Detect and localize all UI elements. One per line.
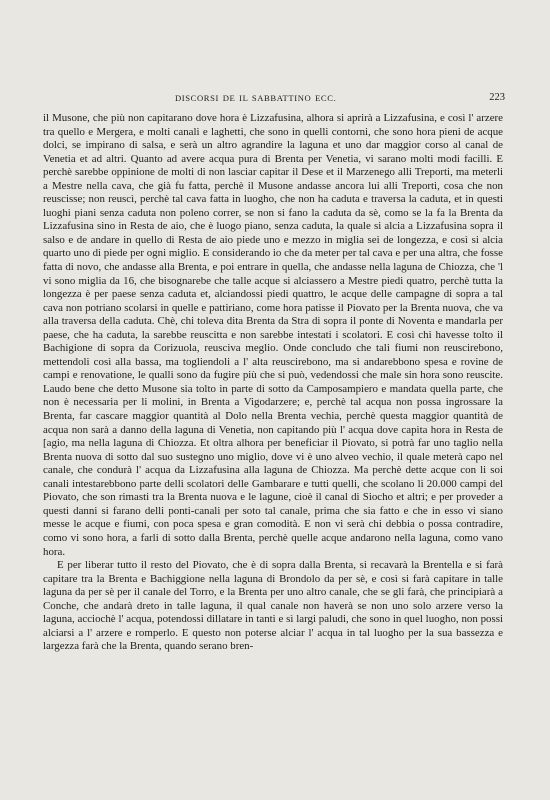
page-number: 223 [489,92,505,103]
paragraph: il Musone, che più non capitarano dove hora è Lizzafusina, alhora si aprirà a Lizzafusina, e così l' arzere tra quello e Mergera, e molti canali e laghetti, che sono in quelli contorni, che sono hora pieni de acque dolci, se impirano di salsa, e serà un altro agrandire la laguna et uno dar maggior corso al canal de Venetia et ad altri. Quanto ad avere acqua pura di Brenta per Venetia, vi sarano molti modi facilli. E perchè sarebbe oppinione de molti di non lasciar capitar il Dese et il Marzenego alli Treporti, ma meterli a Mestre nella cava, che già fu fatta, perchè il Musone andasse ancora lui alli Treporti, cosa che non reuscisse; non reuscì, perchè tal cava fatta in luogho, che non ha caduta e traversa la caduta, et in questi luoghi piani senza caduta non poleno correr, se non si fano la caduta da sè, como se la fa la Brenta da Lizzafusina sino in Resta de aio, che è luogo piano, senza caduta, la quale si alcia a Lizzafusina sopra il salso e de andare in quello di Resta de aio piede uno e mezzo in miglia sei de longezza, e così si alcia quarto uno di piede per ogni miglio. E considerando io che da meter per tal cava e per una altra, che fosse fatta di novo, che andasse alla Brenta, e poi entrare in quella, che andasse nella laguna de Chiozza, che 'l vi sono miglia da 16, che bisognarebe che talle acque si alciassero a Mestre piedi quatro, perchè tutta la longezza è per paese senza caduta et, alciandossi piedi quattro, le acque delle campagne di sopra a tal cava non potriano scolarsi in quelle e pattiriano, come hora patisse il Piovato per la Brenta nuova, che va alla traversa della caduta. Chè, chi toleva dita Brenta da Stra di sopra il ponte di Noventa e mandarla per paese, che ha caduta, la sarebbe reuscitta e non sarebbe intestati i scolatori. E così chi havesse tolto il Bachigione di sopra da Corizuola, reusciva meglio. Onde concludo che tali fiumi non reuscirebono, mettendoli così alla bassa, ma togliendoli a l' alta reuscirebono, ma si andarebbono spesa e rovine de campi e renovatione, le qualli sono da fugire più che si può, vedendossi che male sin hora sono reuscite. Laudo bene che detto Musone sia tolto in parte di sotto da Camposampiero e mandata quella parte, che non è necessaria per li molini, in Brenta a Vigodarzere; e, perchè tal acqua non possa ingrossare la Brenta, far cascare maggior quantità al Dolo nella Brenta vechia, perchè questa maggior quantità de acqua non sarà a danno della laguna di Venetia, non capitando più l' acqua dove capita hora in Resta de [agio, ma nella laguna di Chiozza. Et oltra alhora per beneficiar il Piovato, si potrà far uno taglio nella Brenta nuova di sotto dal suo sustegno uno miglio, dove vi è uno alveo vechio, il quale meterà capo nel canale, che condurà l' acqua da Lizzafusina alla laguna de Chiozza. Ma perchè dette acque con li soi canali intestarebbono parte delli scolatori delle Gambarare e tutti quelli, che scolano li 20.000 campi del Piovato, che son rimasti tra la Brenta nuova e le lagune, cioè il canal di Siocho et altri; e per proveder a questi danni si farano delli ponti-canali per soto tal canale, prima che sia fatto e che in esso vi siano messe le acque e fiumi, con poca spesa e gran comodità. E non vi serà chi debbia o possa contradire, como vi sono hora, a farli di sotto dalla Brenta, perchè quelle acque andarono nella laguna, como vano hora. [43,112,503,558]
paragraph: E per liberar tutto il resto del Piovato, che è di sopra dalla Brenta, si recavarà la Brentella e si farà capitare tra la Brenta e Bachiggione nella laguna di Brondolo da per sè, e così si farà capitare in talle laguna da per sè per il canale del Torro, e la Brenta per uno altro canale, che se gli farà, che principiarà a Conche, che andarà dreto in talle laguna, il qual canale non haverà se non uno solo arzere verso la laguna, acciochè l' acqua, potendossi dillatare in tanti e sì largi paludi, che sono in quel luogho, non possi alciarsi a l' arzere e romperlo. E questo non poterse alciar l' acqua in tal luogho per la sua bassezza e largezza farà che la Brenta, quando serano bren- [43,559,503,653]
body-text [43,112,503,654]
page-header [45,93,505,107]
running-title: DISCORSI DE IL SABBATTINO ECC. [175,93,337,103]
